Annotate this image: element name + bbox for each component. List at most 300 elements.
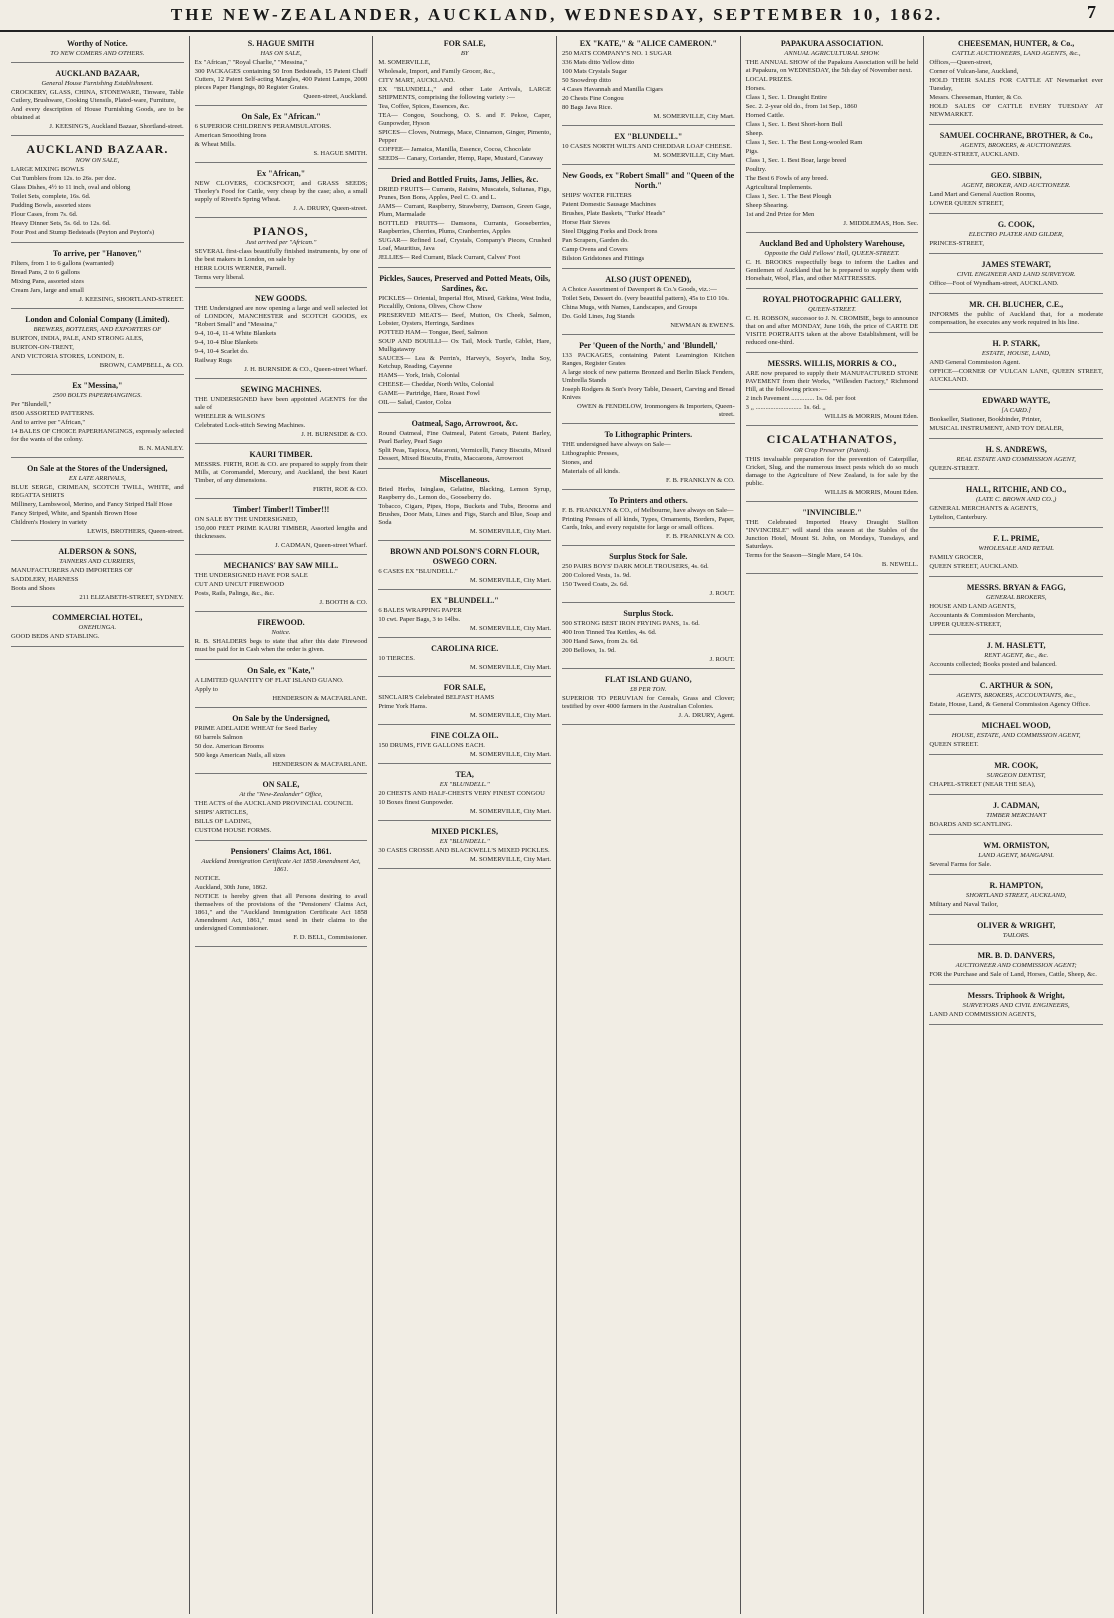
ad-text-line: Corner of Vulcan-lane, Auckland, [929,68,1019,75]
ad-text-line: JELLIES— Red Currant, Black Currant, Calves' Foot [378,254,521,261]
ad-text-line: 250 MATS COMPANY'S NO. 1 SUGAR [562,50,672,57]
advertisement [562,549,735,603]
advertisement [929,678,1103,715]
ad-text-line: Class 1, Sec. 1. The Best Long-wooled Ram [745,139,863,146]
ad-text-line: Bread Pans, 2 to 6 gallons [11,269,80,276]
ad-text-line: 20 CHESTS AND HALF-CHESTS VERY FINEST CONGOU [378,790,545,797]
ad-signature: M. SOMERVILLE, City Mart. [469,712,551,719]
ad-heading: R. HAMPTON, [989,881,1043,890]
advertisement [195,36,368,106]
ad-text-line: SUPERIOR TO PERUVIAN for Cereals, Grass and Clover; testified by over 4000 farmers in the Australian Colonies. [562,695,735,710]
ad-text-line: INFORMS the public of Auckland that, for a moderate compensation, he executes any work required in his line. [929,311,1103,326]
ad-text-line: CITY MART, AUCKLAND. [378,77,455,84]
ad-heading: MR. COOK, [994,761,1039,770]
ad-text-line: GENERAL MERCHANTS & AGENTS, [929,505,1038,512]
ad-text-line: Bried Herbs, Isinglass, Gelatine, Blacking, Lemon Syrup, Raspberry do., Lemon do., Gooseberry do. [378,486,551,501]
ad-heading: ALSO (JUST OPENED), [605,275,692,284]
advertisement [378,767,551,821]
ad-text-line: 133 PACKAGES, containing Patent Leamington Kitchen Ranges, Register Grates [562,352,735,367]
ad-text-line: Children's Hosiery in variety [11,519,88,526]
ad-signature: FIRTH, ROE & CO. [312,486,368,493]
ad-heading: Surplus Stock. [623,609,674,618]
ad-text-line: C. H. ROBSON, successor to J. N. CROMBIE, begs to announce that on and after MONDAY, June 16th, the price of CARTE DE VISITE PORTRAITS taken at the above Establishment, will be reduced one-third. [745,315,919,346]
ad-text-line: QUEEN STREET. [929,741,979,748]
ad-heading: TEA, [455,770,474,779]
ad-text-line: 6 CASES EX "BLUNDELL." [378,568,458,575]
ad-heading: MESSRS. WILLIS, MORRIS & CO., [767,359,897,368]
column-6 [924,36,1108,1614]
ad-heading: SAMUEL COCHRANE, BROTHER, & Co., [939,131,1093,140]
advertisement [11,66,184,136]
ad-text-line: Pudding Bowls, assorted sizes [11,202,91,209]
ad-signature: B. NEWELL. [881,561,919,568]
advertisement [195,291,368,379]
column-1 [6,36,190,1614]
ad-text-line: THE ACTS of the AUCKLAND PROVINCIAL COUNCIL [194,800,354,807]
advertisement [562,272,735,335]
ad-heading: EX "BLUNDELL." [614,132,683,141]
advertisement [378,824,551,869]
ad-signature: LEWIS, BROTHERS, Queen-street. [87,528,184,535]
ad-heading: To Lithographic Printers. [604,430,693,439]
advertisement [929,128,1103,165]
ad-text-line: Prime York Hams. [378,703,428,710]
ad-text-line: 2 inch Pavement .............. 1s. 0d. per foot [745,395,856,402]
ad-text-line: A large stock of new patterns Bronzed and Berlin Black Fenders, Umbrella Stands [562,369,735,384]
ad-subheading: HAS ON SALE, [260,50,302,57]
ad-text-line: 500 kegs American Nails, all sizes [194,752,286,759]
advertisement [929,988,1103,1025]
ad-text-line: 10 CASES NORTH WILTS AND CHEDDAR LOAF CHEESE. [562,143,732,150]
ad-heading: MICHAEL WOOD, [981,721,1051,730]
ad-signature: F. D. BELL, Commissioner. [293,934,368,941]
ad-text-line: LAND AND COMMISSION AGENTS, [929,1011,1036,1018]
ad-text-line: 9-4, 10-4 Scarlet do. [194,348,249,355]
ad-subheading: Auckland Immigration Certificate Act 1858 Amendment Act, 1861. [201,858,361,873]
advertisement [929,948,1103,985]
ad-text-line: MANUFACTURERS AND IMPORTERS OF [11,567,133,574]
advertisement [195,558,368,612]
ad-text-line: PRIME ADELAIDE WHEAT for Seed Barley [194,725,317,732]
ad-subheading: WHOLESALE AND RETAIL [978,545,1054,552]
ad-signature: NEWMAN & EWEN'S. [670,322,735,329]
ad-text-line: Horse Hair Sieves [562,219,610,226]
ad-text-line: FAMILY GROCER, [929,554,984,561]
advertisement [378,172,551,268]
advertisement [378,416,551,469]
ad-text-line: C. H. BROOKS respectfully begs to inform the Ladies and Gentlemen of Auckland that he is prepared to supply them with Horsehair, Wool, Flax, and other MATTRESSES. [745,259,919,282]
ad-subheading: EX "BLUNDELL." [439,838,490,845]
ad-heading: London and Colonial Company (Limited). [25,315,170,324]
advertisement [378,728,551,764]
ad-text-line: NOTICE. [194,875,221,882]
ad-subheading: Just arrived per "African." [245,239,317,246]
ad-text-line: Class 1, Sec. 1. Best Boar, large breed [745,157,847,164]
ad-signature: J. KEESING'S, Auckland Bazaar, Shortland-street. [49,123,184,130]
ad-heading: Messrs. Triphook & Wright, [967,991,1065,1000]
advertisement [562,129,735,165]
ad-text-line: LOWER QUEEN STREET, [929,200,1004,207]
advertisement [11,246,184,309]
ad-signature: WILLIS & MORRIS, Mount Eden. [824,413,919,420]
advertisement [929,638,1103,675]
ad-text-line: 100 Mats Crystals Sugar [562,68,628,75]
ad-signature: J. CADMAN, Queen-street Wharf. [275,542,368,549]
ad-subheading: SHORTLAND STREET, AUCKLAND, [965,892,1067,899]
ad-text-line: Heavy Dinner Sets, 5s. 6d. to 12s. 6d. [11,220,111,227]
ad-text-line: FOR the Purchase and Sale of Land, Horses, Cattle, Sheep, &c. [929,971,1097,978]
ad-heading: Surplus Stock for Sale. [609,552,688,561]
ad-heading: COMMERCIAL HOTEL, [52,613,143,622]
ad-text-line: BLUE SERGE, CRIMEAN, SCOTCH TWILL, WHITE, and REGATTA SHIRTS [11,484,184,499]
ad-text-line: 336 Mats ditto Yellow ditto [562,59,635,66]
ad-text-line: Several Farms for Sale. [929,861,992,868]
ad-subheading: LAND AGENT, MANGAPAI. [978,852,1055,859]
ad-text-line: Fancy Striped, White, and Spanish Brown Hose [11,510,138,517]
ad-signature: OWEN & FENDELOW, Ironmongers & Importers, Queen-street. [577,403,735,418]
ad-text-line: NEW CLOVERS, COCKSFOOT, and GRASS SEEDS; Thorley's Food for Cattle, very cheap by the case; also, a small supply of Rivett's Spring Wheat. [194,180,368,203]
ad-heading: Ex "Messina," [72,381,123,390]
ad-text-line: 300 Hand Saws, from 2s. 6d. [562,638,639,645]
advertisement [929,36,1103,125]
ad-subheading: TIMBER MERCHANT [986,812,1047,819]
ad-signature: J. A. DRURY, Agent. [678,712,735,719]
ad-subheading: NOW ON SALE, [75,157,120,164]
ad-heading: Oatmeal, Sago, Arrowroot, &c. [411,419,518,428]
ad-text-line: Offices,—Queen-street, [929,59,993,66]
ad-heading: C. ARTHUR & SON, [979,681,1053,690]
ad-text-line: THE UNDERSIGNED have been appointed AGENTS for the sale of [194,396,368,411]
ad-heading: Dried and Bottled Fruits, Jams, Jellies, &c. [391,175,539,184]
ad-text-line: R. B. SHALDERS begs to state that after this date Firewood must be paid for in Cash when the order is given. [194,638,368,653]
advertisement [11,461,184,541]
ad-text-line: BURTON, INDIA, PALE, AND STRONG ALES, [11,335,144,342]
ad-text-line: M. SOMERVILLE, [378,59,431,66]
ad-subheading: £8 PER TON. [630,686,667,693]
ad-text-line: The Best 6 Fowls of any breed. [745,175,829,182]
ad-subheading: RENT AGENT, &c., &c. [984,652,1049,659]
ad-heading: BROWN AND POLSON'S CORN FLOUR, OSWEGO CORN. [390,547,540,566]
ad-heading: PIANOS, [253,224,309,238]
ad-heading: EX "BLUNDELL." [430,596,499,605]
advertisement [11,544,184,607]
ad-heading: Pensioners' Claims Act, 1861. [230,847,332,856]
ad-text-line: Class 1, Sec. 1. Draught Entire [745,94,827,101]
ad-heading: GEO. SIBBIN, [990,171,1042,180]
advertisement [929,838,1103,875]
masthead-title: THE NEW-ZEALANDER, AUCKLAND, WEDNESDAY, SEPTEMBER 10, 1862. [170,5,944,24]
ad-text-line: COFFEE— Jamaica, Manilla, Essence, Cocoa, Chocolate [378,146,531,153]
ad-heading: KAURI TIMBER. [249,450,313,459]
ad-subheading: General House Furnishing Establishment. [41,80,154,87]
ad-text-line: CHAPEL-STREET (NEAR THE SEA), [929,781,1036,788]
advertisement [929,168,1103,214]
advertisement [378,680,551,725]
ad-text-line: CHEESE— Cheddar, North Wilts, Colonial [378,381,494,388]
ad-text-line: Estate, House, Land, & General Commission Agency Office. [929,701,1091,708]
ad-text-line: Pigs. [745,148,759,155]
ad-text-line: A LIMITED QUANTITY OF FLAT ISLAND GUANO. [194,677,344,684]
ad-text-line: Auckland, 30th June, 1862. [194,884,268,891]
ad-subheading: At the "New-Zealander" Office, [239,791,323,798]
ad-text-line: THE Undersigned are now opening a large and well selected lot of LONDON, MANCHESTER and SCOTCH GOODS, ex "Robert Small" and "Messina," [194,305,368,328]
ad-text-line: SOUP AND BOUILLI— Ox Tail, Mock Turtle, Giblet, Hare, Mulligatawny [378,338,551,353]
ad-heading: To Printers and others. [608,496,688,505]
ad-subheading: Opposite the Odd Fellows' Hall, QUEEN-STREET. [764,250,900,257]
ad-subheading: TAILORS. [1002,932,1030,939]
ad-text-line: CUSTOM HOUSE FORMS. [194,827,272,834]
ad-text-line: HOLD THEIR SALES FOR CATTLE AT Newmarket ever Tuesday, [929,77,1103,92]
advertisement [11,312,184,375]
advertisement [562,606,735,669]
ad-text-line: Lithographic Presses, [562,450,619,457]
ad-subheading: REAL ESTATE AND COMMISSION AGENT, [956,456,1076,463]
column-4 [557,36,741,1614]
ad-heading: AUCKLAND BAZAAR, [55,69,140,78]
ad-text-line: A Choice Assortment of Davenport & Co.'s Goods, viz.:— [562,286,717,293]
ad-signature: M. SOMERVILLE, City Mart. [469,577,551,584]
ad-text-line: LOCAL PRIZES. [745,76,793,83]
ad-text-line: WHEELER & WILSON'S [194,413,265,420]
ad-text-line: 200 Bellows, 1s. 9d. [562,647,616,654]
ad-text-line: SINCLAIR'S Celebrated BELFAST HAMS [378,694,495,701]
ad-text-line: Posts, Rails, Palings, &c., &c. [194,590,275,597]
ad-text-line: UPPER QUEEN-STREET, [929,621,1002,628]
ad-signature: M. SOMERVILLE, City Mart. [469,625,551,632]
advertisement-columns [6,36,1108,1614]
ad-subheading: CIVIL ENGINEER AND LAND SURVEYOR. [956,271,1076,278]
ad-text-line: 200 Colored Vests, 1s. 9d. [562,572,631,579]
ad-text-line: Ex "African," "Royal Charlie," "Messina," [194,59,307,66]
ad-text-line: DRIED FRUITS— Currants, Raisins, Muscatels, Sultanas, Figs, Prunes, Bon Bons, Apples, Peel C. O. and L. [378,186,551,201]
ad-signature: B. N. MANLEY. [138,445,184,452]
ad-text-line: PRINCES-STREET, [929,240,984,247]
ad-text-line: SADDLERY, HARNESS [11,576,79,583]
ad-text-line: Office—Foot of Wyndham-street, AUCKLAND. [929,280,1059,287]
ad-subheading: OR Crop Preserver (Patent). [793,447,871,454]
ad-heading: S. HAGUE SMITH [247,39,315,48]
ad-text-line: Materials of all kinds. [562,468,620,475]
ad-text-line: 80 Bags Java Rice. [562,104,613,111]
ad-heading: G. COOK, [997,220,1035,229]
ad-text-line: Horses. [745,85,766,92]
advertisement [11,36,184,63]
advertisement [929,482,1103,528]
ad-heading: "INVINCIBLE." [802,508,862,517]
ad-subheading: QUEEN-STREET. [807,306,857,313]
ad-subheading: ONEHUNGA. [78,624,117,631]
advertisement [746,36,919,233]
ad-text-line: GAME— Partridge, Hare, Roast Fowl [378,390,480,397]
ad-text-line: 50 Snowdrop ditto [562,77,612,84]
ad-heading: J. CADMAN, [992,801,1040,810]
ad-text-line: AND General Commission Agent. [929,359,1021,366]
ad-signature: F. B. FRANKLYN & CO. [666,533,735,540]
ad-text-line: JAMS— Currant, Raspberry, Strawberry, Damson, Green Gage, Plum, Marmalade [378,203,551,218]
ad-heading: On Sale, Ex "African." [241,112,321,121]
ad-text-line: 10 TIERCES. [378,655,415,662]
ad-text-line: Cream Jars, large and small [11,287,84,294]
ad-text-line: 6 BALES WRAPPING PAPER [378,607,462,614]
ad-text-line: 6 SUPERIOR CHILDREN'S PERAMBULATORS. [194,123,332,130]
ad-heading: ROYAL PHOTOGRAPHIC GALLERY, [762,295,902,304]
ad-heading: MR. B. D. DANVERS, [977,951,1055,960]
ad-text-line: 60 barrels Salmon [194,734,243,741]
advertisement [929,531,1103,577]
ad-text-line: 9-4, 10-4 Blue Blankets [194,339,258,346]
advertisement [746,505,919,574]
ad-heading: New Goods, ex "Robert Small" and "Queen of the North." [562,171,735,190]
ad-text-line: & Wheat Mills. [194,141,236,148]
ad-text-line: QUEEN-STREET, AUCKLAND. [929,151,1020,158]
ad-signature: HENDERSON & MACFARLANE. [272,761,368,768]
ad-subheading: Notice. [271,629,291,636]
ad-heading: J. M. HASLETT, [986,641,1046,650]
advertisement [929,918,1103,945]
ad-text-line: 8500 ASSORTED PATTERNS. [11,410,95,417]
ad-signature: Queen-street, Auckland. [303,93,368,100]
ad-subheading: AGENTS, BROKERS, & AUCTIONEERS. [960,142,1072,149]
ad-heading: Per 'Queen of the North,' and 'Blundell,' [579,341,718,350]
ad-text-line: SEEDS— Canary, Coriander, Hemp, Rape, Mustard, Caraway [378,155,543,162]
ad-text-line: Sec. 2. 2-year old do., from 1st Sep., 1860 [745,103,857,110]
ad-heading: CICALATHANATOS, [766,432,898,446]
ad-heading: AUCKLAND BAZAAR. [26,142,169,156]
ad-text-line: Military and Naval Tailor, [929,901,999,908]
ad-heading: PAPAKURA ASSOCIATION. [780,39,884,48]
ad-heading: ALDERSON & SONS, [58,547,137,556]
ad-subheading: ELECTRO PLATER AND GILDER, [968,231,1064,238]
ad-heading: H. P. STARK, [992,339,1040,348]
ad-text-line: CROCKERY, GLASS, CHINA, STONEWARE, Tinware, Table Cutlery, Brushware, Cooking Utensils, Plated-ware, Furniture, [11,89,184,104]
ad-subheading: (LATE C. BROWN AND CO.,) [975,496,1057,503]
advertisement [195,166,368,218]
advertisement [746,292,919,353]
advertisement [378,472,551,541]
ad-text-line: THIS invaluable preparation for the prevention of Caterpillar, Cricket, Slug, and the numerous insect pests which do so much damage to the Agriculture of New Zealand, is for sale by the public. [745,456,919,487]
masthead [0,0,1114,32]
ad-text-line: THE ANNUAL SHOW of the Papakura Association will be held at Papakura, on WEDNESDAY, the 5th day of November next. [745,59,919,74]
ad-heading: FOR SALE, [443,683,486,692]
advertisement [562,493,735,546]
ad-text-line: OFFICE—CORNER OF VULCAN LANE, QUEEN STREET, AUCKLAND. [929,368,1103,383]
advertisement [195,844,368,947]
ad-text-line: BOTTLED FRUITS— Damsons, Currants, Gooseberries, Raspberries, Cherries, Plums, Cranberries, Apples [378,220,551,235]
ad-text-line: SUGAR— Refined Loaf, Crystals, Company's Pieces, Crushed Loaf, Mauritius, Java [378,237,551,252]
ad-signature: M. SOMERVILLE, City Mart. [653,113,735,120]
ad-text-line: Accountants & Commission Merchants, [929,612,1036,619]
ad-text-line: 14 BALES OF CHOICE PAPERHANGINGS, expressly selected for the wants of the colony. [11,428,184,443]
ad-signature: M. SOMERVILLE, City Mart. [469,808,551,815]
ad-signature: J. ROUT. [709,656,735,663]
ad-text-line: BILLS OF LADING, [194,818,252,825]
ad-text-line: HAMS— York, Irish, Colonial [378,372,460,379]
ad-signature: J. MIDDLEMAS, Hon. Sec. [843,220,919,227]
column-2 [190,36,374,1614]
ad-text-line: F. B. FRANKLYN & CO., of Melbourne, have always on Sale— [562,507,734,514]
ad-heading: F. L. PRIME, [993,534,1040,543]
advertisement [195,447,368,499]
ad-text-line: POTTED HAM— Tongue, Beef, Salmon [378,329,488,336]
ad-text-line: NOTICE is hereby given that all Persons desiring to avail themselves of the provisions of the "Pensioners' Claims Act, 1861," and the "Auckland Immigration Certificate Act 1858 Amendment Act, 1861," must send in their claims to the undersigned Commissioner. [194,893,368,932]
ad-text-line: Split Peas, Tapioca, Macaroni, Vermicelli, Fancy Biscuits, Mixed Dessert, Mixed Biscuits, Fruits, Maccarons, Arrowroot [378,447,551,462]
ad-subheading: ESTATE, HOUSE, LAND, [981,350,1051,357]
ad-text-line: Mixing Pans, assorted sizes [11,278,84,285]
ad-text-line: Do. Gold Lines, Jug Stands [562,313,635,320]
advertisement [929,393,1103,439]
ad-text-line: Class 1, Sec. 1. The Best Plough [745,193,832,200]
ad-text-line: PRESERVED MEATS— Beef, Mutton, Ox Cheek, Salmon, Lobster, Oysters, Herrings, Sardines [378,312,551,327]
ad-text-line: Flour Cases, from 7s. 6d. [11,211,78,218]
ad-signature: M. SOMERVILLE, City Mart. [469,751,551,758]
advertisement [378,593,551,638]
ad-text-line: Per "Blundell," [11,401,52,408]
ad-subheading: EX LATE ARRIVALS, [68,475,126,482]
ad-text-line: Patent Domestic Sausage Machines [562,201,656,208]
advertisement [562,427,735,490]
advertisement [562,36,735,126]
ad-text-line: HOUSE AND LAND AGENTS, [929,603,1016,610]
ad-subheading: HOUSE, ESTATE, AND COMMISSION AGENT, [951,732,1081,739]
ad-heading: To arrive, per "Hanover," [52,249,142,258]
ad-text-line: Sheep Shearing. [745,202,789,209]
advertisement [929,336,1103,390]
ad-text-line: 150 DRUMS, FIVE GALLONS EACH. [378,742,485,749]
ad-text-line: EX "BLUNDELL," and other Late Arrivals, LARGE SHIPMENTS, comprising the following variety :— [378,86,551,101]
ad-text-line: Millinery, Lambswool, Merino, and Fancy Striped Half Hose [11,501,173,508]
ad-text-line: QUEEN STREET, AUCKLAND. [929,563,1019,570]
ad-subheading: AGENTS, BROKERS, ACCOUNTANTS, &c., [956,692,1076,699]
ad-text-line: Celebrated Lock-stitch Sewing Machines. [194,422,306,429]
ad-heading: CHEESEMAN, HUNTER, & Co., [958,39,1075,48]
ad-subheading: TANNERS AND CURRIERS, [59,558,136,565]
ad-text-line: American Smoothing Irons [194,132,267,139]
ad-text-line: 4 Cases Havannah and Manilla Cigars [562,86,663,93]
ad-text-line: And to arrive per "African," [11,419,86,426]
ad-text-line: 400 Iron Tinned Tea Kettles, 4s. 6d. [562,629,657,636]
ad-text-line: CUT AND UNCUT FIREWOOD [194,581,284,588]
ad-heading: MIXED PICKLES, [431,827,498,836]
advertisement [378,544,551,590]
advertisement [11,378,184,458]
advertisement [195,711,368,774]
ad-text-line: THE undersigned have always on Sale— [562,441,671,448]
advertisement [746,356,919,426]
ad-heading: CAROLINA RICE. [431,644,499,653]
ad-subheading: 2500 BOLTS PAPERHANGINGS. [52,392,142,399]
column-5 [741,36,925,1614]
ad-heading: FOR SALE, [443,39,486,48]
ad-text-line: Boots and Shoes [11,585,55,592]
ad-text-line: Bilston Gridstones and Fittings [562,255,645,262]
ad-heading: Miscellaneous. [439,475,490,484]
ad-signature: J. H. BURNSIDE & CO. [301,431,368,438]
advertisement [195,109,368,163]
advertisement [562,168,735,269]
ad-text-line: MUSICAL INSTRUMENT, AND TOY DEALER, [929,425,1064,432]
ad-text-line: 150,000 FEET PRIME KAURI TIMBER, Assorted lengths and thicknesses. [194,525,368,540]
ad-text-line: Bookseller, Stationer, Bookbinder, Printer, [929,416,1042,423]
ad-heading: Auckland Bed and Upholstery Warehouse, [759,239,905,248]
ad-heading: ON SALE, [262,780,300,789]
advertisement [929,442,1103,479]
ad-signature: J. BOOTH & CO. [319,599,368,606]
ad-text-line: 10 Boxes finest Gunpowder. [378,799,454,806]
ad-signature: M. SOMERVILLE, City Mart. [469,856,551,863]
ad-heading: FINE COLZA OIL. [430,731,499,740]
ad-heading: H. S. ANDREWS, [985,445,1047,454]
ad-text-line: SAUCES— Lea & Perrin's, Harvey's, Soyer's, India Soy, Ketchup, Reading, Cayenne [378,355,551,370]
